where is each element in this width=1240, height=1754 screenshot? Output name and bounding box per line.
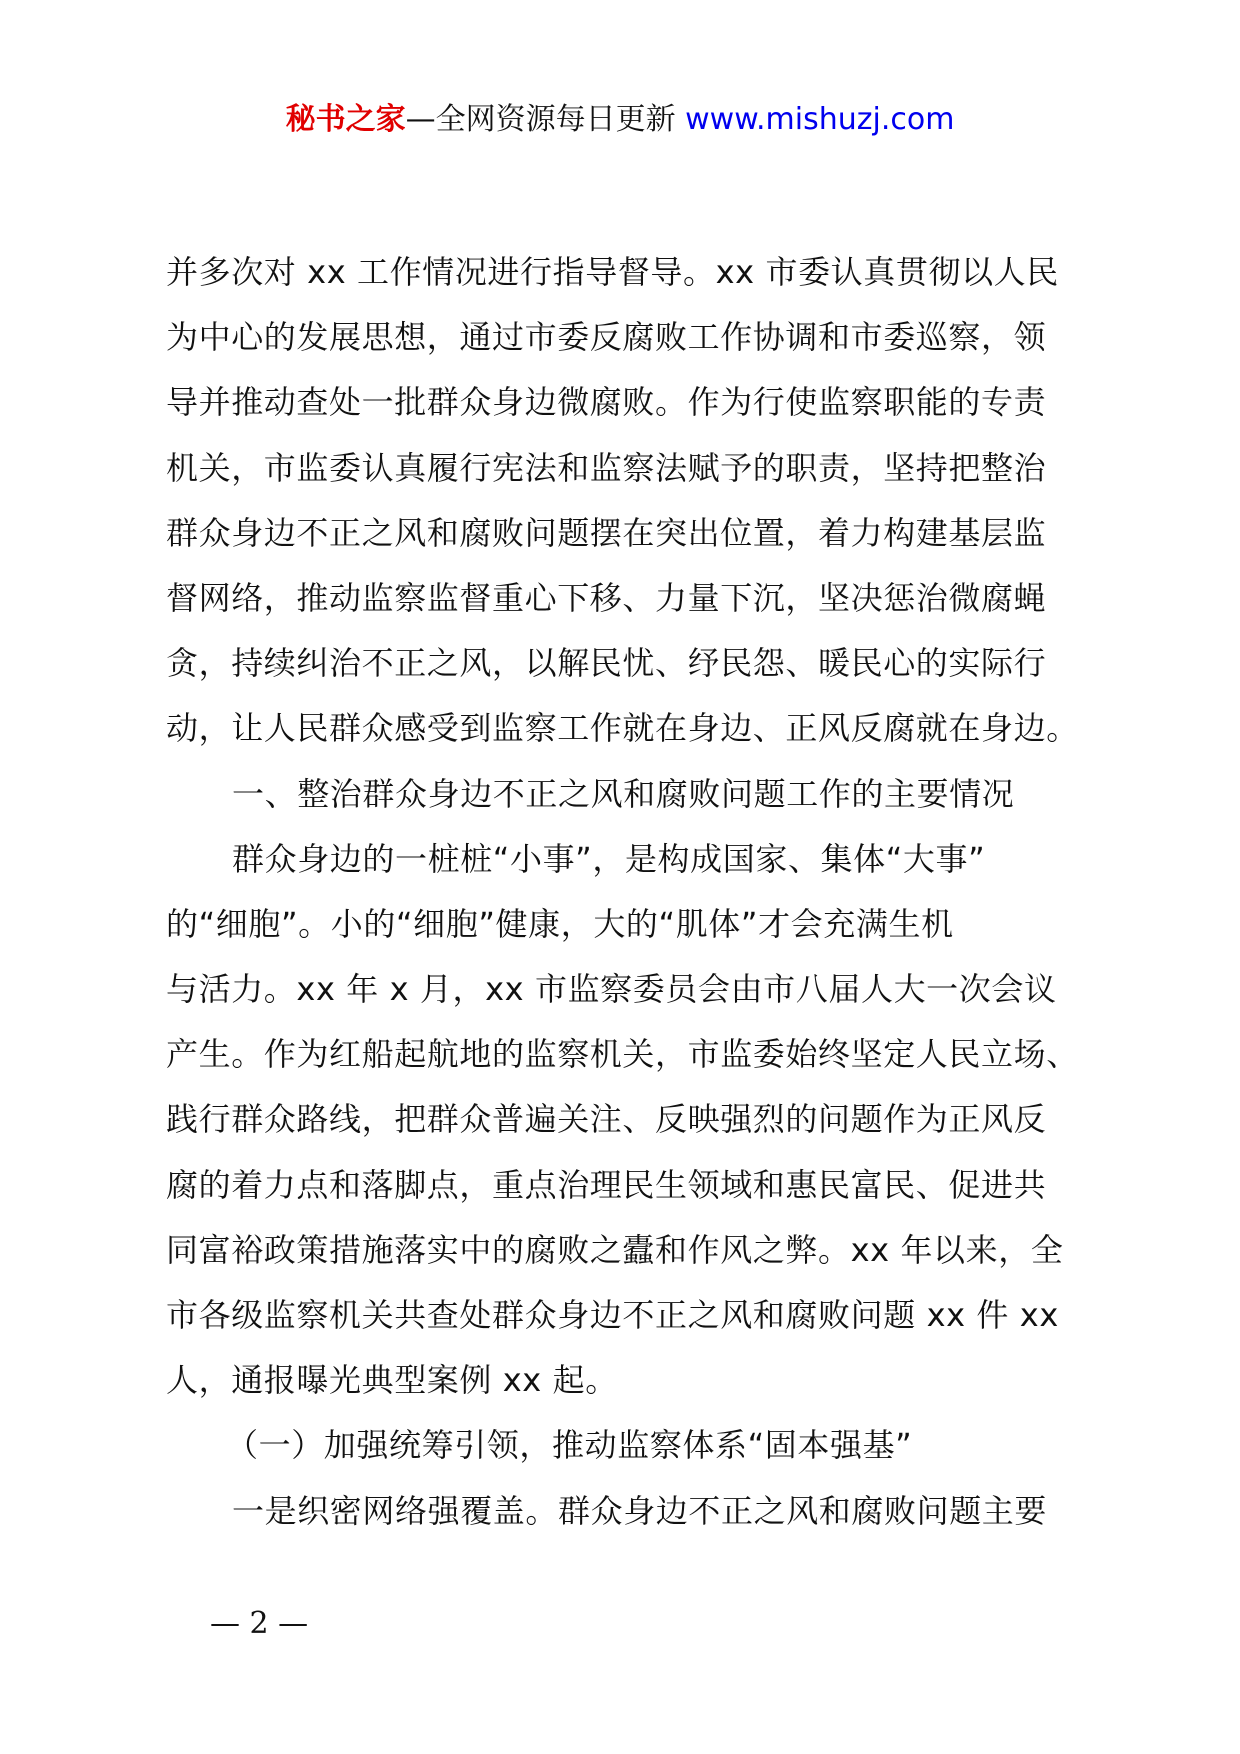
- body-line: 群众身边的一桩桩“小事”，是构成国家、集体“大事”: [232, 839, 986, 878]
- body-line: 督网络，推动监察监督重心下移、力量下沉，坚决惩治微腐蝇: [166, 578, 1047, 617]
- site-slogan: —全网资源每日更新: [405, 102, 676, 137]
- page-number: — 2 —: [210, 1606, 309, 1641]
- body-line: 的“细胞”。小的“细胞”健康，大的“肌体”才会充满生机: [166, 904, 954, 943]
- body-line: 动，让人民群众感受到监察工作就在身边、正风反腐就在身边。: [166, 709, 1079, 748]
- site-brand: 秘书之家: [285, 102, 406, 137]
- body-line: 导并推动查处一批群众身边微腐败。作为行使监察职能的专责: [166, 383, 1047, 422]
- body-line: 践行群众路线，把群众普遍关注、反映强烈的问题作为正风反: [166, 1100, 1047, 1139]
- section-heading: 一、整治群众身边不正之风和腐败问题工作的主要情况: [232, 774, 1015, 813]
- body-line: 为中心的发展思想，通过市委反腐败工作协调和市委巡察，领: [166, 318, 1047, 357]
- body-line: 同富裕政策措施落实中的腐败之蠹和作风之弊。xx 年以来，全: [166, 1230, 1064, 1269]
- subsection-heading: （一）加强统筹引领，推动监察体系“固本强基”: [226, 1426, 913, 1465]
- body-line: 贪，持续纠治不正之风，以解民忧、纾民怨、暖民心的实际行: [166, 644, 1047, 683]
- body-line: 市各级监察机关共查处群众身边不正之风和腐败问题 xx 件 xx: [166, 1296, 1059, 1334]
- body-line: 人，通报曝光典型案例 xx 起。: [166, 1361, 618, 1400]
- document-body: [166, 240, 1088, 1544]
- body-line: 群众身边不正之风和腐败问题摆在突出位置，着力构建基层监: [166, 513, 1047, 552]
- body-line: 与活力。xx 年 x 月，xx 市监察委员会由市八届人大一次会议: [166, 970, 1057, 1009]
- body-line: 一是织密网络强覆盖。群众身边不正之风和腐败问题主要: [232, 1491, 1048, 1530]
- body-line: 并多次对 xx 工作情况进行指导督导。xx 市委认真贯彻以人民: [166, 253, 1059, 291]
- body-line: 腐的着力点和落脚点，重点治理民生领域和惠民富民、促进共: [166, 1165, 1047, 1204]
- body-line: 产生。作为红船起航地的监察机关，市监委始终坚定人民立场、: [166, 1035, 1079, 1074]
- body-line: 机关，市监委认真履行宪法和监察法赋予的职责，坚持把整治: [166, 448, 1047, 487]
- site-url-link[interactable]: www.mishuzj.com: [685, 102, 955, 137]
- site-header: [0, 98, 1240, 142]
